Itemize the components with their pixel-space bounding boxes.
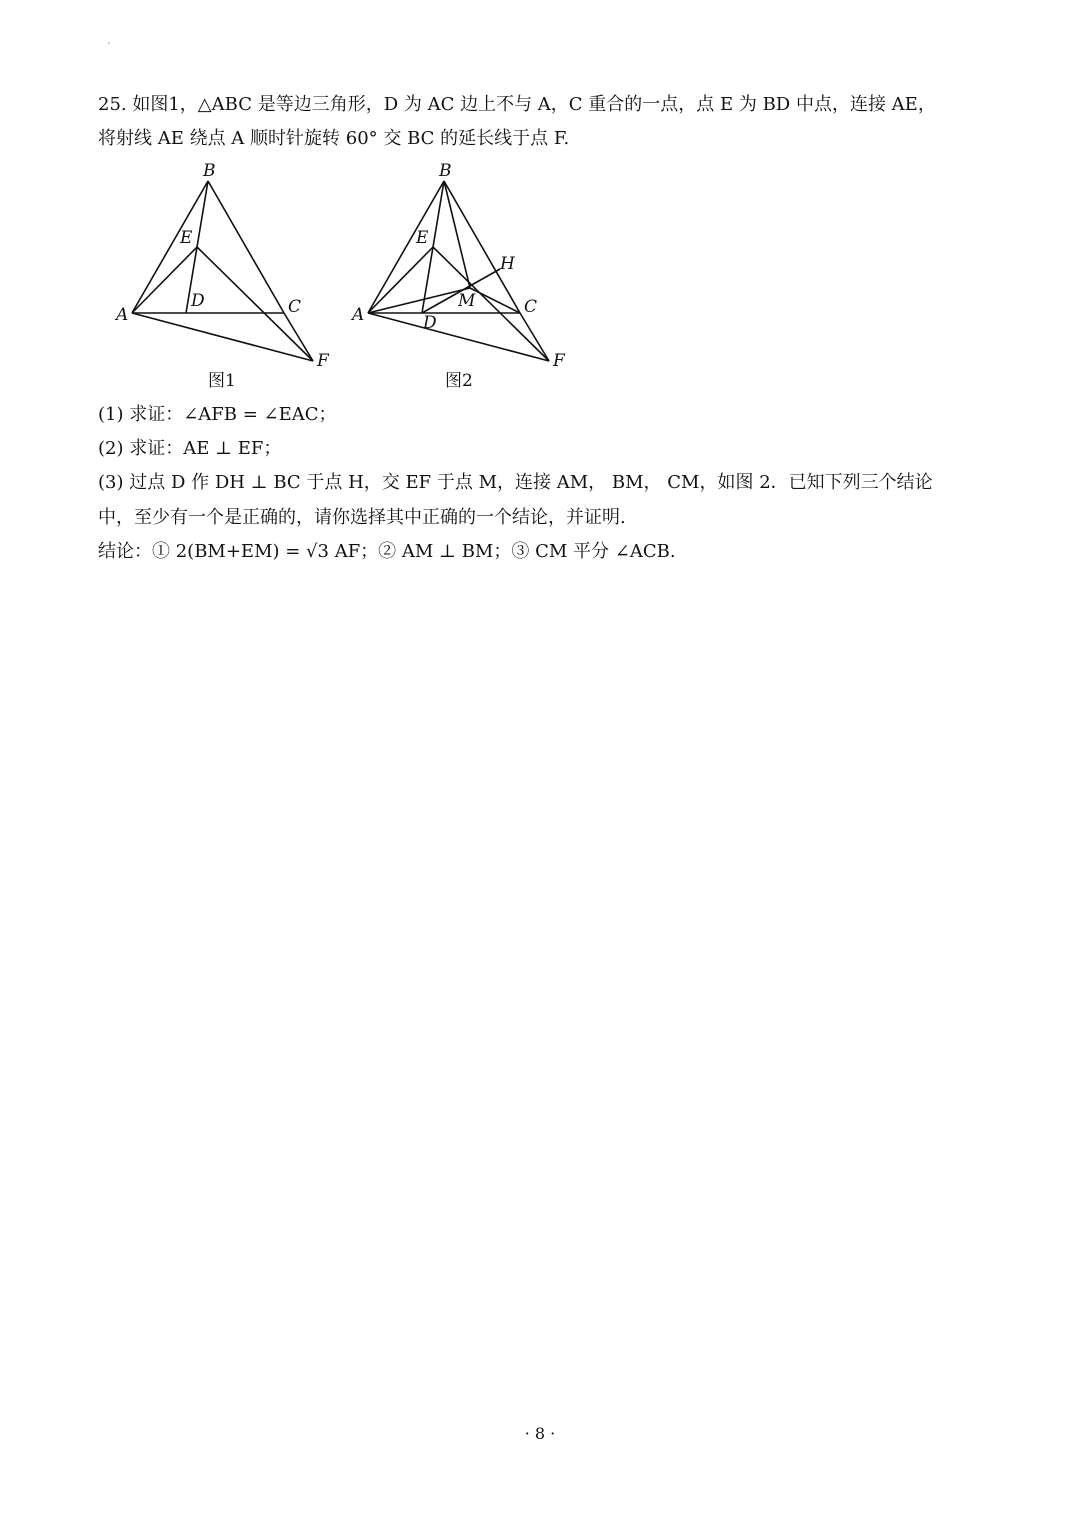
label-E: E — [180, 228, 193, 248]
segment-BC — [208, 181, 284, 313]
label-F: F — [553, 351, 565, 371]
label-A: A — [116, 305, 129, 325]
segment-AF — [132, 313, 313, 361]
figure-1-diagram — [108, 158, 348, 388]
label-F: F — [317, 351, 329, 371]
page-number: · 8 · — [524, 1424, 556, 1443]
conclusion-options: 结论：① 2(BM+EM) = √3 AF；② AM ⊥ BM；③ CM 平分 ∠ACB. — [98, 541, 676, 562]
problem-statement-line-2: 将射线 AE 绕点 A 顺时针旋转 60° 交 BC 的延长线于点 F. — [98, 128, 570, 149]
label-E: E — [416, 228, 429, 248]
figure-2-diagram — [344, 158, 584, 388]
segment-AM — [368, 288, 470, 313]
label-B: B — [439, 161, 452, 181]
label-B: B — [203, 161, 216, 181]
question-1: (1) 求证：∠AFB = ∠EAC； — [98, 404, 337, 425]
label-M: M — [458, 291, 476, 311]
question-3-line-2: 中，至少有一个是正确的，请你选择其中正确的一个结论，并证明. — [98, 507, 626, 528]
segment-AF — [368, 313, 549, 361]
figure-1-caption: 图1 — [208, 371, 236, 391]
label-D: D — [423, 313, 437, 333]
figure-2-caption: 图2 — [445, 371, 473, 391]
segment-BM — [444, 181, 470, 288]
label-D: D — [191, 291, 205, 311]
problem-statement-line-1: 25. 如图1，△ABC 是等边三角形，D 为 AC 边上不与 A，C 重合的一点，点 E 为 BD 中点，连接 AE， — [98, 94, 936, 115]
question-3-line-1: (3) 过点 D 作 DH ⊥ BC 于点 H，交 EF 于点 M，连接 AM， BM， CM，如图 2．已知下列三个结论 — [98, 472, 933, 493]
scan-speck — [108, 42, 110, 44]
question-2: (2) 求证：AE ⊥ EF； — [98, 438, 282, 459]
label-H: H — [500, 254, 515, 274]
label-A: A — [352, 305, 365, 325]
label-C: C — [524, 297, 538, 317]
label-C: C — [288, 297, 302, 317]
